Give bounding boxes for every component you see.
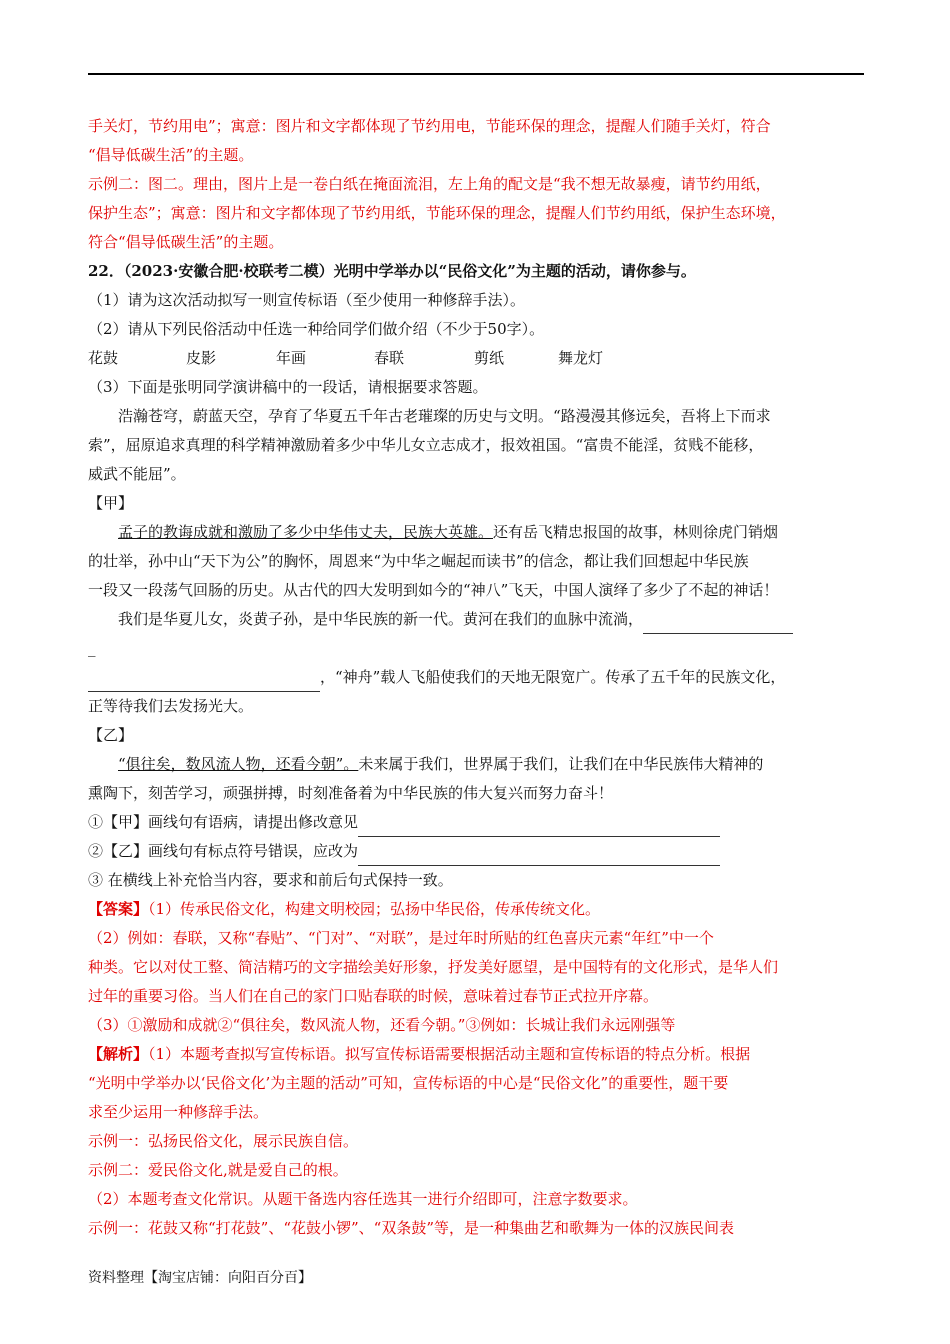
underlined-sentence-jia: 孟子的教诲成就和激励了多少中华伟丈夫，民族大英雄。 xyxy=(118,523,494,541)
sentence-text: ，“神舟”载人飞船使我们的天地无限宽广。传承了五千年的民族文化， xyxy=(320,668,786,686)
document-body xyxy=(88,112,864,1243)
analysis-line: “光明中学举办以‘民俗文化’为主题的活动”可知，宣传标语的中心是“民俗文化”的重要性，题干要 xyxy=(88,1074,729,1092)
sentence-text: 还有岳飞精忠报国的故事，林则徐虎门销烟 xyxy=(493,523,779,541)
analysis-text: （1）本题考查拟写宣传标语。拟写宣传标语需要根据活动主题和宣传标语的特点分析。根据 xyxy=(148,1045,751,1063)
speech-paragraph-line: 索”，屈原追求真理的科学精神激励着多少中华儿女立志成才，报效祖国。“富贵不能淫，贫贱不能移， xyxy=(88,436,764,454)
fill-blank xyxy=(643,615,793,634)
answer-line: 过年的重要习俗。当人们在自己的家门口贴春联的时候，意味着过春节正式拉开序幕。 xyxy=(88,987,659,1005)
sub-question xyxy=(88,837,864,866)
answer-line: （2）例如：春联，又称“春贴”、“门对”、“对联”，是过年时所贴的红色喜庆元素“年红”中一个 xyxy=(88,929,714,947)
analysis-label: 【解析】 xyxy=(88,1045,149,1063)
footer-source: 资料整理【淘宝店铺：向阳百分百】 xyxy=(88,1270,312,1286)
analysis-line: 求至少运用一种修辞手法。 xyxy=(88,1103,269,1121)
jia-label: 【甲】 xyxy=(88,494,134,512)
activity-option: 皮影 xyxy=(186,349,217,367)
intro-line: 保护生态”；寓意：图片和文字都体现了节约用纸，节能环保的理念，提醒人们节约用纸，保护生态环境， xyxy=(88,204,786,222)
sub-question: ③ 在横线上补充恰当内容，要求和前后句式保持一致。 xyxy=(88,871,453,889)
question-part-1: （1）请为这次活动拟写一则宣传标语（至少使用一种修辞手法）。 xyxy=(88,291,526,309)
sub-question xyxy=(88,808,864,837)
analysis-line: 示例一：花鼓又称“打花鼓”、“花鼓小锣”、“双条鼓”等，是一种集曲艺和歌舞为一体的汉族民间表 xyxy=(88,1219,735,1237)
speech-paragraph-line: 正等待我们去发扬光大。 xyxy=(88,697,254,715)
speech-paragraph-line xyxy=(88,605,864,634)
question-title: 22．（2023·安徽合肥·校联考二模）光明中学举办以“民俗文化”为主题的活动，请你参与。 xyxy=(88,262,696,280)
answer-label: 【答案】 xyxy=(88,900,149,918)
blank-dash: _ xyxy=(88,639,96,657)
answer-text: （1）传承民俗文化，构建文明校园；弘扬中华民俗，传承传统文化。 xyxy=(148,900,601,918)
speech-paragraph-line xyxy=(88,750,864,779)
speech-paragraph-line: 的壮举，孙中山“天下为公”的胸怀，周恩来“为中华之崛起而读书”的信念，都让我们回想起中华民族 xyxy=(88,552,749,570)
answer-blank xyxy=(358,818,720,837)
fill-blank xyxy=(88,673,320,692)
analysis-line xyxy=(88,1040,864,1069)
analysis-line: （2）本题考查文化常识。从题干备选内容任选其一进行介绍即可，注意字数要求。 xyxy=(88,1190,638,1208)
underlined-sentence-yi: “俱往矣，数风流人物，还看今朝”。 xyxy=(118,755,359,773)
analysis-line: 示例一：弘扬民俗文化，展示民族自信。 xyxy=(88,1132,359,1150)
header-rule xyxy=(88,73,864,75)
activity-option: 春联 xyxy=(374,349,405,367)
answer-line: （3）①激励和成就②“俱往矣，数风流人物，还看今朝。”③例如：长城让我们永远刚强等 xyxy=(88,1016,676,1034)
sub-question-text: ①【甲】画线句有语病，请提出修改意见 xyxy=(88,813,359,831)
answer-line: 种类。它以对仗工整、简洁精巧的文字描绘美好形象，抒发美好愿望，是中国特有的文化形式，是华人们 xyxy=(88,958,779,976)
yi-label: 【乙】 xyxy=(88,726,134,744)
speech-paragraph-line: 一段又一段荡气回肠的历史。从古代的四大发明到如今的“神八”飞天，中国人演绎了多少了不起的神话！ xyxy=(88,581,779,599)
activity-option: 剪纸 xyxy=(474,349,505,367)
sub-question-text: ②【乙】画线句有标点符号错误，应改为 xyxy=(88,842,359,860)
answer-line xyxy=(88,895,864,924)
intro-line: 示例二：图二。理由，图片上是一卷白纸在掩面流泪，左上角的配文是“我不想无故暴瘦，请节约用纸， xyxy=(88,175,771,193)
activity-option: 舞龙灯 xyxy=(558,349,604,367)
activity-options xyxy=(88,344,864,373)
activity-option: 年画 xyxy=(276,349,307,367)
speech-paragraph-line: 熏陶下，刻苦学习，顽强拼搏，时刻准备着为中华民族的伟大复兴而努力奋斗！ xyxy=(88,784,614,802)
answer-blank xyxy=(358,847,720,866)
activity-option: 花鼓 xyxy=(88,349,119,367)
intro-line: 手关灯，节约用电”；寓意：图片和文字都体现了节约用电，节能环保的理念，提醒人们随手关灯，符合 xyxy=(88,117,771,135)
intro-line: “倡导低碳生活”的主题。 xyxy=(88,146,254,164)
sentence-text: 未来属于我们，世界属于我们，让我们在中华民族伟大精神的 xyxy=(358,755,764,773)
sentence-text: 我们是华夏儿女，炎黄子孙，是中华民族的新一代。黄河在我们的血脉中流淌， xyxy=(118,610,644,628)
speech-paragraph-line xyxy=(88,518,864,547)
intro-line: 符合“倡导低碳生活”的主题。 xyxy=(88,233,284,251)
speech-paragraph-line: 威武不能屈”。 xyxy=(88,465,186,483)
speech-paragraph-line: 浩瀚苍穹，蔚蓝天空，孕育了华夏五千年古老璀璨的历史与文明。“路漫漫其修远矣，吾将上下而求 xyxy=(118,407,771,425)
analysis-line: 示例二：爱民俗文化,就是爱自己的根。 xyxy=(88,1161,348,1179)
speech-paragraph-line xyxy=(88,663,864,692)
question-part-2: （2）请从下列民俗活动中任选一种给同学们做介绍（不少于50字）。 xyxy=(88,320,545,338)
question-part-3: （3）下面是张明同学演讲稿中的一段话，请根据要求答题。 xyxy=(88,378,488,396)
